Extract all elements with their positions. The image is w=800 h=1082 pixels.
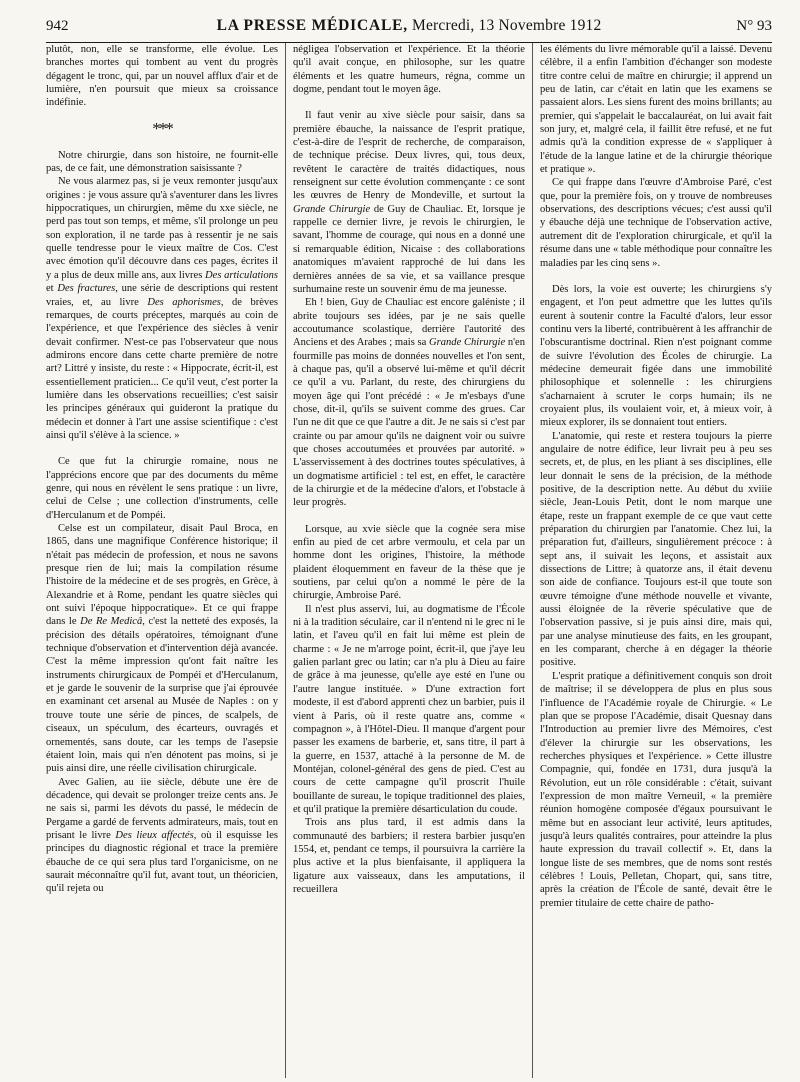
page-number: 942 — [46, 18, 69, 34]
paragraph: Notre chirurgie, dans son histoire, ne fournit-elle pas, de ce fait, une démonstration saisissante ? — [46, 149, 278, 175]
paragraph: plutôt, non, elle se transforme, elle évolue. Les branches mortes qui tombent au vent du progrès dégagent le tronc, qui, par un nouvel afflux d'air et de lumière, n'en poursuit que mieux sa croissance indéfinie. — [46, 44, 278, 109]
paragraph: Trois ans plus tard, il est admis dans la communauté des barbiers; il restera barbier jusqu'en 1554, et, pendant ce temps, il poursuivra la carrière la plus active et la plus bienfaisante, il appliquera la ligature aux vaisseaux, dans les amputations, il recueillera — [293, 817, 525, 895]
column-1 — [46, 43, 278, 1078]
paragraph: Celse est un compilateur, disait Paul Broca, en 1865, dans une magnifique Conférence historique; il n'était pas médecin de profession, et nous ne savons presque rien de lui; mais la compilation résume l'histoire de la médecine et de ses progrès, en Grèce, à Alexandrie et à Rome, pendant les quatre siècles qui ont suivi l'époque hippocratique». Et ce qui frappe dans le De Re Medicâ, c'est la netteté des exposés, la précision des détails opératoires, témoignant d'une technique d'observation et d'intervention déjà avancée. C'est la même impression qu'ont fait naître les instruments chirurgicaux de Pompéi et d'Herculanum, et je garde le souvenir de la surprise que j'ai éprouvée en examinant cet arsenal au Musée de Naples : on y trouve toute une série de pinces, de scalpels, de ciseaux, un spéculum, des écarteurs, ouvragés et ornementés, sans doute, car les temps de l'asepsie étaient loin, mais qui n'en dénotent pas moins, si je puis ainsi dire, une réelle civilisation chirurgicale. — [46, 523, 278, 775]
paragraph: Ce que fut la chirurgie romaine, nous ne l'apprécions encore que par des documents du même genre, qui nous en révèlent le sens pratique : un livre, celui de Celse ; une collection d'instruments, celle d'Herculanum et de Pompéi. — [46, 456, 278, 521]
paragraph: Lorsque, au xvie siècle que la cognée sera mise enfin au pied de cet arbre vermoulu, et cela par un homme dont les origines, l'histoire, la méthode plaident éloquemment en faveur de la thèse que je soutiens, par celui qu'on a nommé le père de la chirurgie, Ambroise Paré. — [293, 523, 525, 602]
paragraph: Ce qui frappe dans l'œuvre d'Ambroise Paré, c'est que, pour la première fois, on y trouve de nombreuses observations, des descriptions vécues; c'est aussi qu'il y ébauche déjà une technique de l'observation active, autrement dit de l'exploration chirurgicale, et qu'il la résume dans une « table méthodique pour connaître les maladies par les cinq sens ». — [540, 177, 772, 269]
journal-title: LA PRESSE MÉDICALE, — [216, 17, 408, 34]
page-header — [46, 12, 772, 43]
text-columns — [46, 43, 772, 1078]
paragraph: Dès lors, la voie est ouverte; les chirurgiens s'y engagent, et l'on peut admettre que les luttes qu'ils eurent à soutenir contre la Faculté d'alors, leur essor continu vers la liberté, contribuèrent à les affranchir de l'obscurantisme doctrinal. Rien n'est poignant comme de suivre l'évolution des Écoles de chirurgie. La médecine demeurait figée dans une immobilité philosophique et solennelle : les chirurgiens s'acharnaient à scruter le corps humain; ils ne croyaient plus, ils voulaient voir, et, à mieux voir, à mieux explorer, ils se donnaient tout entiers. — [540, 283, 772, 429]
paragraph: L'esprit pratique a définitivement conquis son droit de maîtrise; il se développera de plus en plus sous l'influence de l'Académie royale de Chirurgie. « Le plan que se propose l'Académie, disait Quesnay dans l'Introduction au premier livre des Mémoires, c'est d'élever la chirurgie sur les observations, les recherches physiques et l'expérience. » Cette illustre Compagnie, qui, fondée en 1731, dura jusqu'à la Révolution, eut un rôle considérable : c'était, suivant l'expression de mon maître Verneuil, « la première réunion homogène composée d'égaux poursuivant le même but en associant leur activité, leurs aptitudes, jusqu'à leurs qualités contraires, pour atteindre la plus haute expression du travail collectif ». Et, dans la longue liste de ses membres, que de noms sont restés célèbres ! Louis, Pelletan, Chopart, qui, sans titre, après la création de l'École de santé, devait être le premier titulaire de cette chaire de patho- — [540, 670, 772, 909]
paragraph: les éléments du livre mémorable qu'il a laissé. Devenu célèbre, il a enfin l'ambition d'échanger son modeste titre contre celui de maître en chirurgie; il apprend un peu de latin, car c'était en latin que les examens se passaient alors. Les siens furent des moins brillants; au premier, qui s'appelait le baccalauréat, on lui avait fait son jury, et, malgré cela, il faillit être refusé, et ne fut admis qu'à la condition expresse de « s'appliquer à l'étude de la langue latine et de la chirurgie théorique et pratique ». — [540, 44, 772, 176]
paragraph: Avec Galien, au iie siècle, débute une ère de décadence, qui devait se prolonger treize cents ans. Je ne sais si, parmi les dévots du passé, le médecin de Pergame a gardé de fervents admirateurs, mais, tout en prisant le livre Des lieux affectés, où il esquisse les principes du diagnostic régional et trace la première ébauche de ce qui sera plus tard l'organicisme, on ne saurait méconnaître qu'il fut, avant tout, un théoricien, qu'il rejeta ou — [46, 776, 278, 895]
paragraph: Ne vous alarmez pas, si je veux remonter jusqu'aux origines : je vous assure qu'à s'aventurer dans les livres hippocratiques, un chirurgien, même du xxe siècle, ne perd pas tout son temps, et même, s'il prolonge un peu son exploration, il ne tarde pas à ressentir je ne sais quelle tendresse pour le vieux maître de Cos. C'est avec émotion qu'il découvre dans ces pages, écrites il y a plus de deux mille ans, aux livres Des articulations et Des fractures, une série de descriptions qui restent vraies, et, au livre Des aphorismes, de brèves remarques, de courts préceptes, marqués au coin de l'expérience, et que l'expérience des siècles à venir devait confirmer. N'est-ce pas l'observateur que nous admirons encore dans cette charte première de notre art? Littré y insiste, du reste : « Hippocrate, écrit-il, est essentiellement praticien... Ce qu'il veut, c'est porter la lumière dans les observations recueillies; c'est saisir les principes généraux qui guideront la pratique du médecin et donner à l'art une assise scientifique : c'est ainsi qu'il s'élève à la science. » — [46, 176, 278, 441]
paragraph: Il faut venir au xive siècle pour saisir, dans sa première ébauche, la naissance de l'esprit pratique, c'est-à-dire de l'esprit de recherche, de comparaison, de technique précise. Deux livres, qui, tous deux, revêtent le caractère de traités didactiques, nous renseignent sur cette évolution commençante : ce sont les œuvres de Henry de Mondeville, et surtout la Grande Chirurgie de Guy de Chauliac. Et, lorsque je rappelle ce dernier livre, je revois le chirurgien, le savant, l'homme de courage, qui nous en a donné une si remarquable édition, Nicaise : des collaborations anatomiques m'avaient rapproché de lui dans les dernières années de sa vie, et sa vaillance presque surhumaine reste un souvenir ému de ma jeunesse. — [293, 110, 525, 295]
paragraph: Il n'est plus asservi, lui, au dogmatisme de l'École ni à la tradition séculaire, car il n'entend ni le grec ni le latin, et l'aveu qu'il en fait lui même est plein de charme : « Je ne m'arroge point, écrit-il, que j'aye leu galien parlant grec ou latin; car n'a plu à Dieu au faire de grâce à ma jeunesse, qu'elle aye esté en l'une ou l'autre langue instituée. » D'une extraction fort modeste, il est d'abord apprenti chez un barbier, puis il vient à Paris, où il reste quatre ans, comme « compagnon », à l'Hôtel-Dieu. Il manque d'argent pour passer les examens de barberie, et, sans titre, il part à la guerre, en 1537, attaché à la personne de M. de Montéjan, colonel-général des gens de pied. C'est au cours de cette campagne qu'il proscrit l'huile bouillante de sureau, le topique traditionnel des plaies, et qu'il pratique la première désarticulation du coude. — [293, 603, 525, 815]
column-3 — [532, 43, 772, 1078]
paragraph: L'anatomie, qui reste et restera toujours la pierre angulaire de notre édifice, leur livrait peu à peu ses secrets, et, de plus, en les pliant à ses disciplines, elle leur donnait le sens de la précision, de la méthode positive, de la description nette. Au début du xviiie siècle, Jean-Louis Petit, dont le nom marque une étape, reste un frappant exemple de ce que vaut cette préparation du chirurgien par l'anatomie. Chez lui, la préparation fut, d'ailleurs, singulièrement précoce : à sept ans, il suivait les leçons, et assistait aux dissections de Littre; à quatorze ans, il était devenu son aide de confiance. Toujours est-il que toute son œuvre témoigne d'une méthode nouvelle et vivante, aussi éloignée de la rêverie spéculative que de l'observation passive, si je puis ainsi dire, mais qui, par une analyse minutieuse des faits, en les groupant, en les comparant, cherche à en dégager la théorie positive. — [540, 430, 772, 669]
running-title — [46, 17, 772, 35]
section-separator: *** — [152, 118, 172, 138]
paragraph: Eh ! bien, Guy de Chauliac est encore galéniste ; il abrite toujours ses idées, par je ne sais quelle accoutumance scolastique, derrière l'autorité des Anciens et des Arabes ; mais sa Grande Chirurgie n'en fourmille pas moins de données nouvelles et l'on sent, à chaque pas, qu'il a observé lui-même et qu'il décrit ce qu'il a vu. Parlant, du reste, des chirurgiens du moyen âge qui l'ont précédé : « Je m'esbays d'une chose, dit-il, qu'ils se suivent comme des grues. Car l'un ne dit que ce que l'autre a dit. Je ne sais si c'est par crainte ou par amour qu'ils ne daignent voir ou suivre que choses accoutumées et prouvées par autorité. » L'asservissement à des doctrines toutes spéculatives, à un dogmatisme artificiel : tel est, en effet, le caractère de la chirurgie et de la médecine d'alors, et l'obstacle à leur progrès. — [293, 297, 525, 509]
issue-number: N° 93 — [736, 18, 772, 34]
issue-date: Mercredi, 13 Novembre 1912 — [412, 17, 602, 34]
column-2 — [285, 43, 525, 1078]
paragraph: négligea l'observation et l'expérience. Et la théorie qu'il avait conçue, en philosophe, sur les quatre éléments et les quatre humeurs, régna, comme un dogme, pendant tout le moyen âge. — [293, 44, 525, 96]
